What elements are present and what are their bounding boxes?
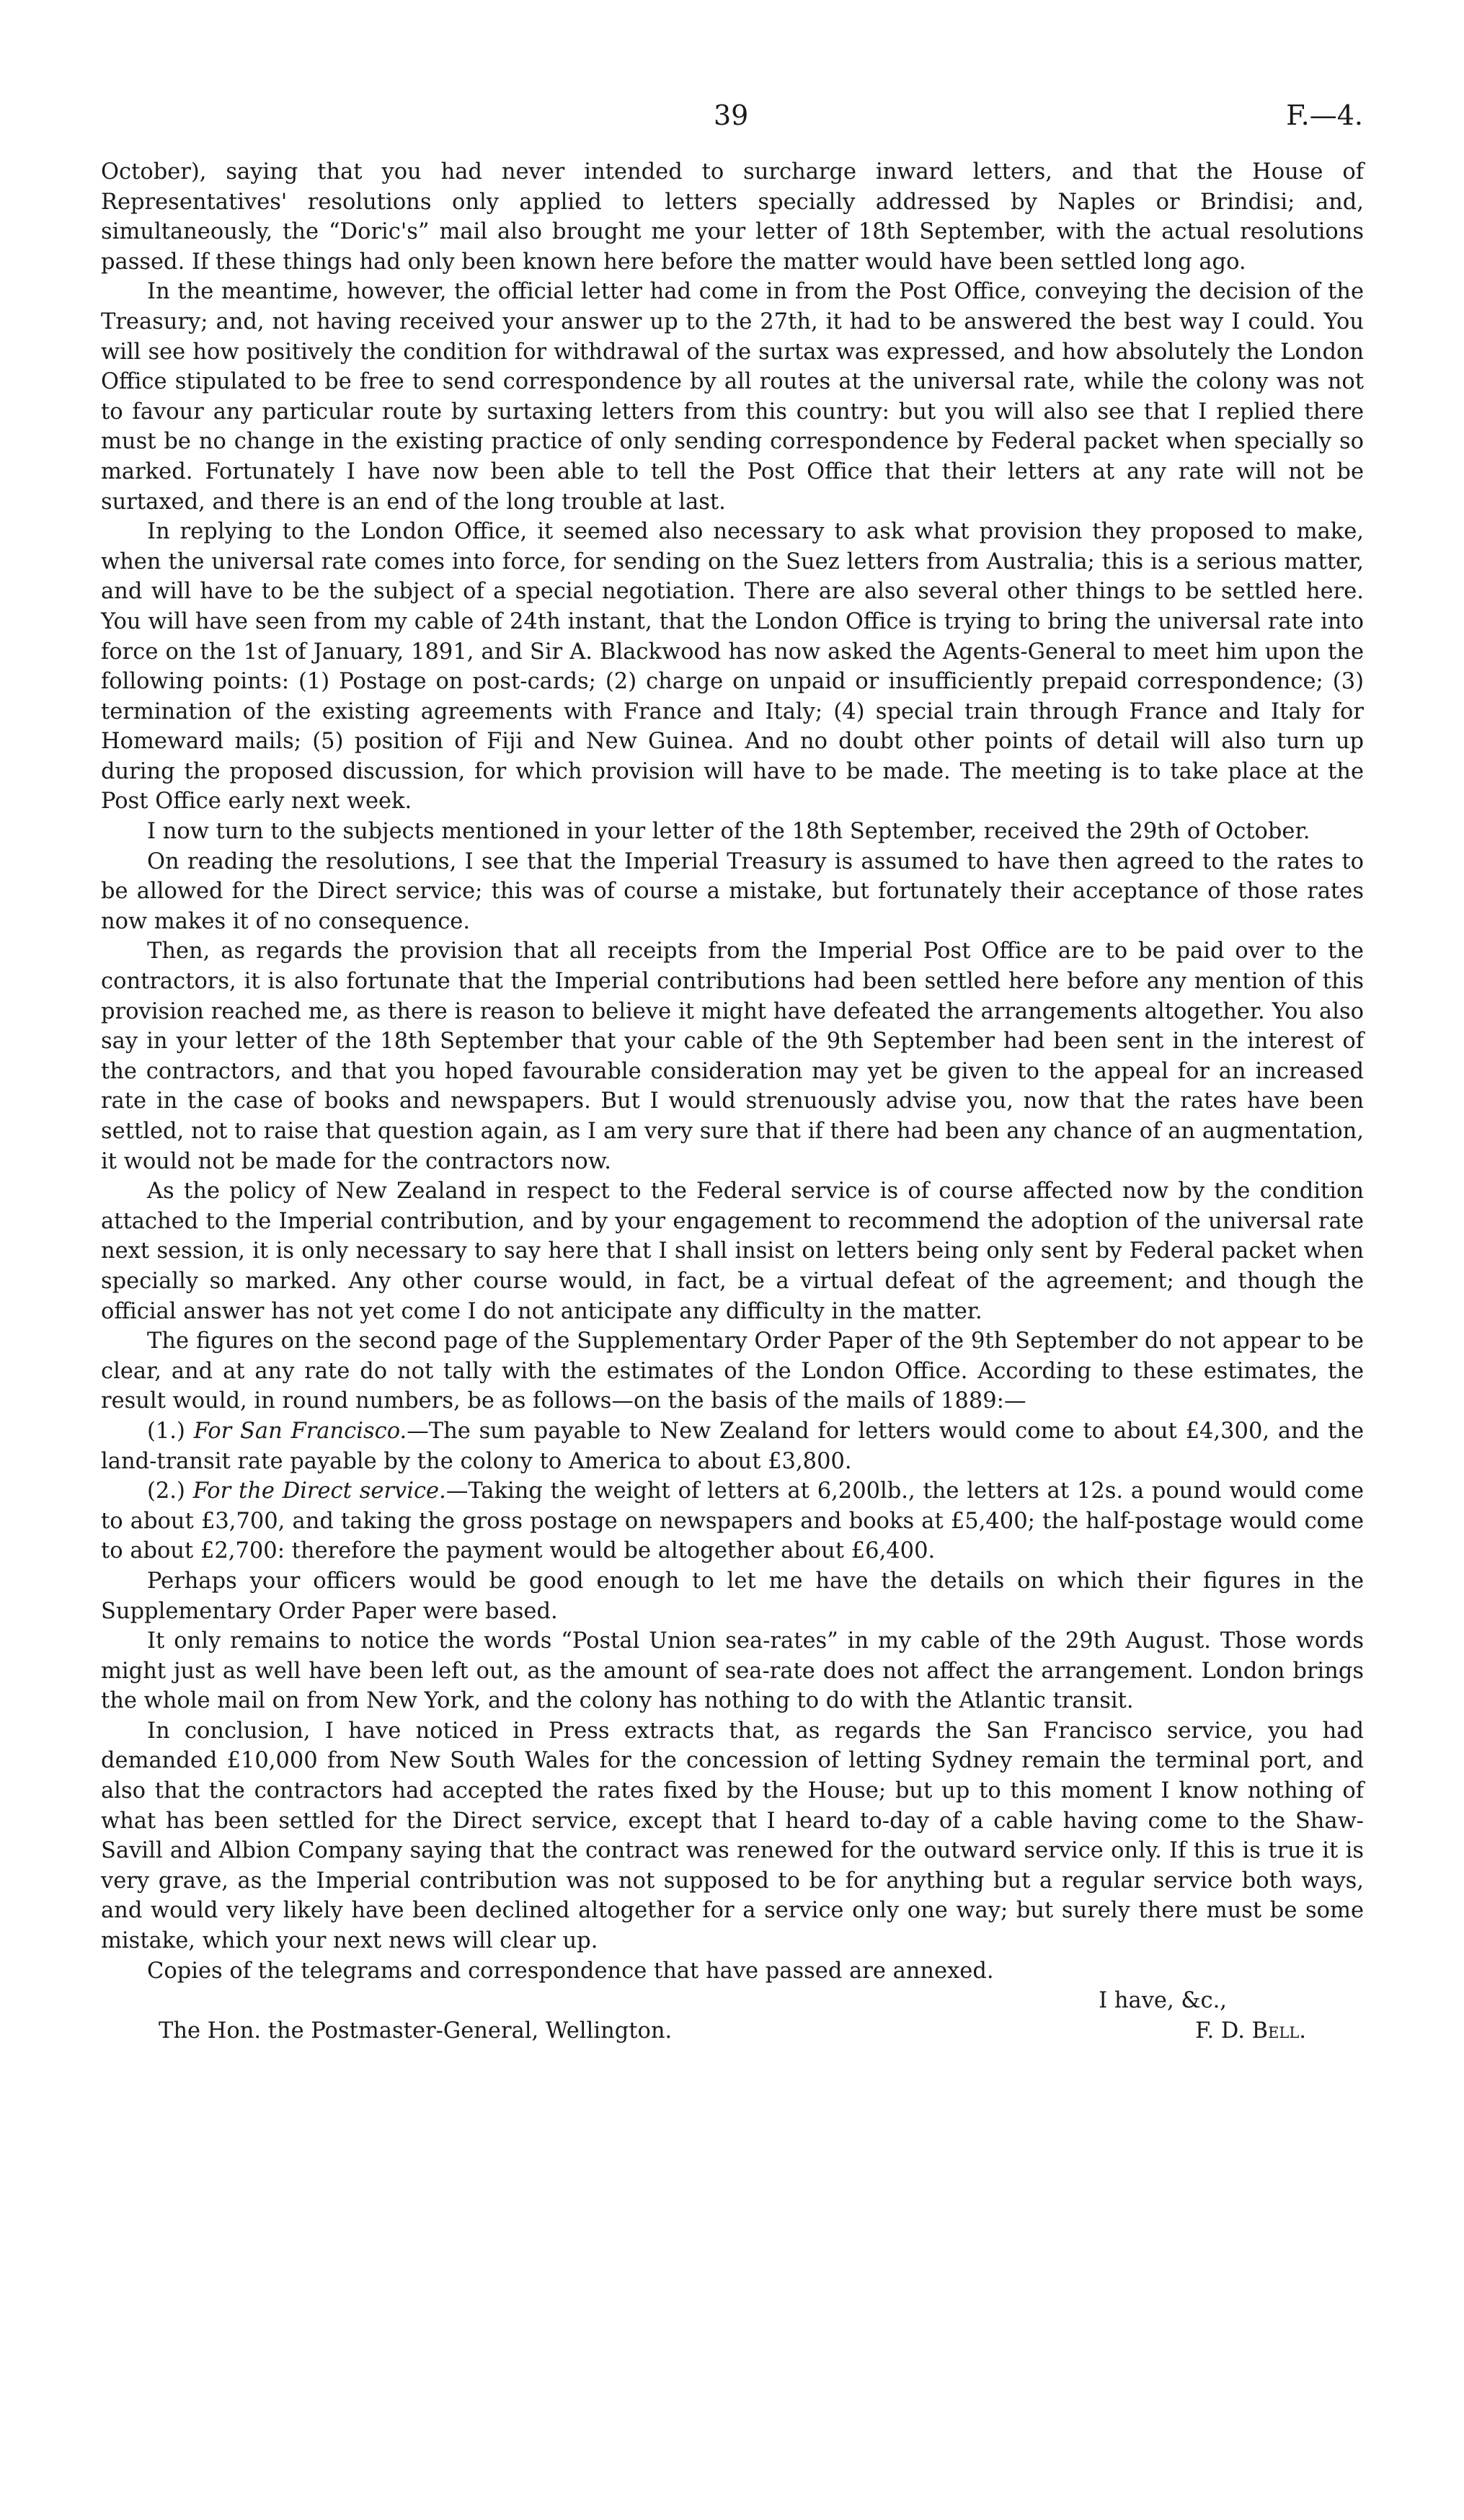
- list-number: (1.): [147, 1418, 185, 1444]
- letter-body: [101, 157, 1364, 2046]
- paragraph: In replying to the London Office, it seemed also necessary to ask what provision they proposed to make, when the universal rate comes into force, for sending on the Suez letters from Australia; this is a serious matter, and will have to be the subject of a special negotiation. There are also several other things to be settled here. You will have seen from my cable of 24th instant, that the London Office is trying to bring the universal rate into force on the 1st of January, 1891, and Sir A. Blackwood has now asked the Agents-General to meet him upon the following points: (1) Postage on post-cards; (2) charge on unpaid or insufficiently prepaid correspondence; (3) termination of the existing agreements with France and Italy; (4) special train through France and Italy for Homeward mails; (5) position of Fiji and New Guinea. And no doubt other points of detail will also turn up during the proposed discussion, for which provision will have to be made. The meeting is to take place at the Post Office early next week.: [101, 519, 1364, 815]
- signature-row: [101, 2016, 1364, 2046]
- signer-initials: F. D.: [1195, 2018, 1252, 2044]
- signature: [1195, 2016, 1364, 2046]
- list-label: For the Direct service.: [192, 1478, 446, 1504]
- list-number: (2.): [147, 1478, 185, 1504]
- document-reference: F.—4.: [1286, 99, 1363, 131]
- sign-off: I have, &c.,: [1099, 1988, 1227, 2014]
- paragraph: I now turn to the subjects mentioned in your letter of the 18th September, received the 29th of October.: [147, 819, 1310, 845]
- paragraph: October), saying that you had never intended to surcharge inward letters, and that the House of Representatives' resolutions only applied to letters specially addressed by Naples or Brindisi; and, simultaneously, the “Doric's” mail also brought me your letter of 18th September, with the actual resolutions passed. If these things had only been known here before the matter would have been settled long ago.: [101, 159, 1364, 275]
- paragraph: As the policy of New Zealand in respect to the Federal service is of course affected now by the condition attached to the Imperial contribution, and by your engagement to recommend the adoption of the universal rate next session, it is only necessary to say here that I shall insist on letters being only sent by Federal packet when specially so marked. Any other course would, in fact, be a virtual defeat of the agreement; and though the official answer has not yet come I do not anticipate any difficulty in the matter.: [101, 1179, 1364, 1324]
- paragraph: Then, as regards the provision that all receipts from the Imperial Post Office are to be paid over to the contractors, it is also fortunate that the Imperial contributions had been settled here before any mention of this provision reached me, as there is reason to believe it might have defeated the arrangements altogether. You also say in your letter of the 18th September that your cable of the 9th September had been sent in the interest of the contractors, and that you hoped favourable consideration may yet be given to the appeal for an increased rate in the case of books and newspapers. But I would strenuously advise you, now that the rates have been settled, not to raise that question again, as I am very sure that if there had been any chance of an augmentation, it would not be made for the contractors now.: [101, 939, 1364, 1174]
- paragraph: In the meantime, however, the official letter had come in from the Post Office, conveying the decision of the Treasury; and, not having received your answer up to the 27th, it had to be answered the best way I could. You will see how positively the condition for withdrawal of the surtax was expressed, and how absolutely the London Office stipulated to be free to send correspondence by all routes at the universal rate, while the colony was not to favour any particular route by surtaxing letters from this country: but you will also see that I replied there must be no change in the existing practice of only sending correspondence by Federal packet when specially so marked. Fortunately I have now been able to tell the Post Office that their letters at any rate will not be surtaxed, and there is an end of the long trouble at last.: [101, 279, 1364, 515]
- paragraph: Perhaps your officers would be good enough to let me have the details on which their figures in the Supplementary Order Paper were based.: [101, 1568, 1364, 1624]
- signer-surname: Bell.: [1251, 2018, 1306, 2044]
- paragraph: In conclusion, I have noticed in Press extracts that, as regards the San Francisco service, you had demanded £10,000 from New South Wales for the concession of letting Sydney remain the terminal port, and also that the contractors had accepted the rates fixed by the House; but up to this moment I know nothing of what has been settled for the Direct service, except that I heard to-day of a cable having come to the Shaw-Savill and Albion Company saying that the contract was renewed for the outward service only. If this is true it is very grave, as the Imperial contribution was not supposed to be for anything but a regular service both ways, and would very likely have been declined altogether for a service only one way; but surely there must be some mistake, which your next news will clear up.: [101, 1718, 1364, 1954]
- page-number: 39: [714, 99, 749, 131]
- addressee: The Hon. the Postmaster-General, Wellington.: [159, 2018, 673, 2044]
- annex-line: Copies of the telegrams and correspondence that have passed are annexed.: [147, 1958, 994, 1984]
- list-label: For San Francisco.: [193, 1418, 407, 1444]
- paragraph: On reading the resolutions, I see that the Imperial Treasury is assumed to have then agreed to the rates to be allowed for the Direct service; this was of course a mistake, but fortunately their acceptance of those rates now makes it of no consequence.: [101, 848, 1364, 934]
- list-text: —The sum payable to New Zealand for letters would come to about £4,300, and the land-transit rate payable by the colony to America to about £3,800.: [101, 1418, 1364, 1474]
- estimate-list-item: [101, 1416, 1364, 1476]
- paragraph: It only remains to notice the words “Postal Union sea-rates” in my cable of the 29th August. Those words might just as well have been left out, as the amount of sea-rate does not affect the arrangement. London brings the whole mail on from New York, and the colony has nothing to do with the Atlantic transit.: [101, 1628, 1364, 1714]
- list-text: —Taking the weight of letters at 6,200lb., the letters at 12s. a pound would come to about £3,700, and taking the gross postage on newspapers and books at £5,400; the half-postage would come to about £2,700: therefore the payment would be altogether about £6,400.: [101, 1478, 1364, 1564]
- paragraph: The figures on the second page of the Supplementary Order Paper of the 9th September do not appear to be clear, and at any rate do not tally with the estimates of the London Office. According to these estimates, the result would, in round numbers, be as follows—on the basis of the mails of 1889:—: [101, 1328, 1364, 1414]
- estimate-list-item: [101, 1476, 1364, 1566]
- page-header: [0, 99, 1464, 143]
